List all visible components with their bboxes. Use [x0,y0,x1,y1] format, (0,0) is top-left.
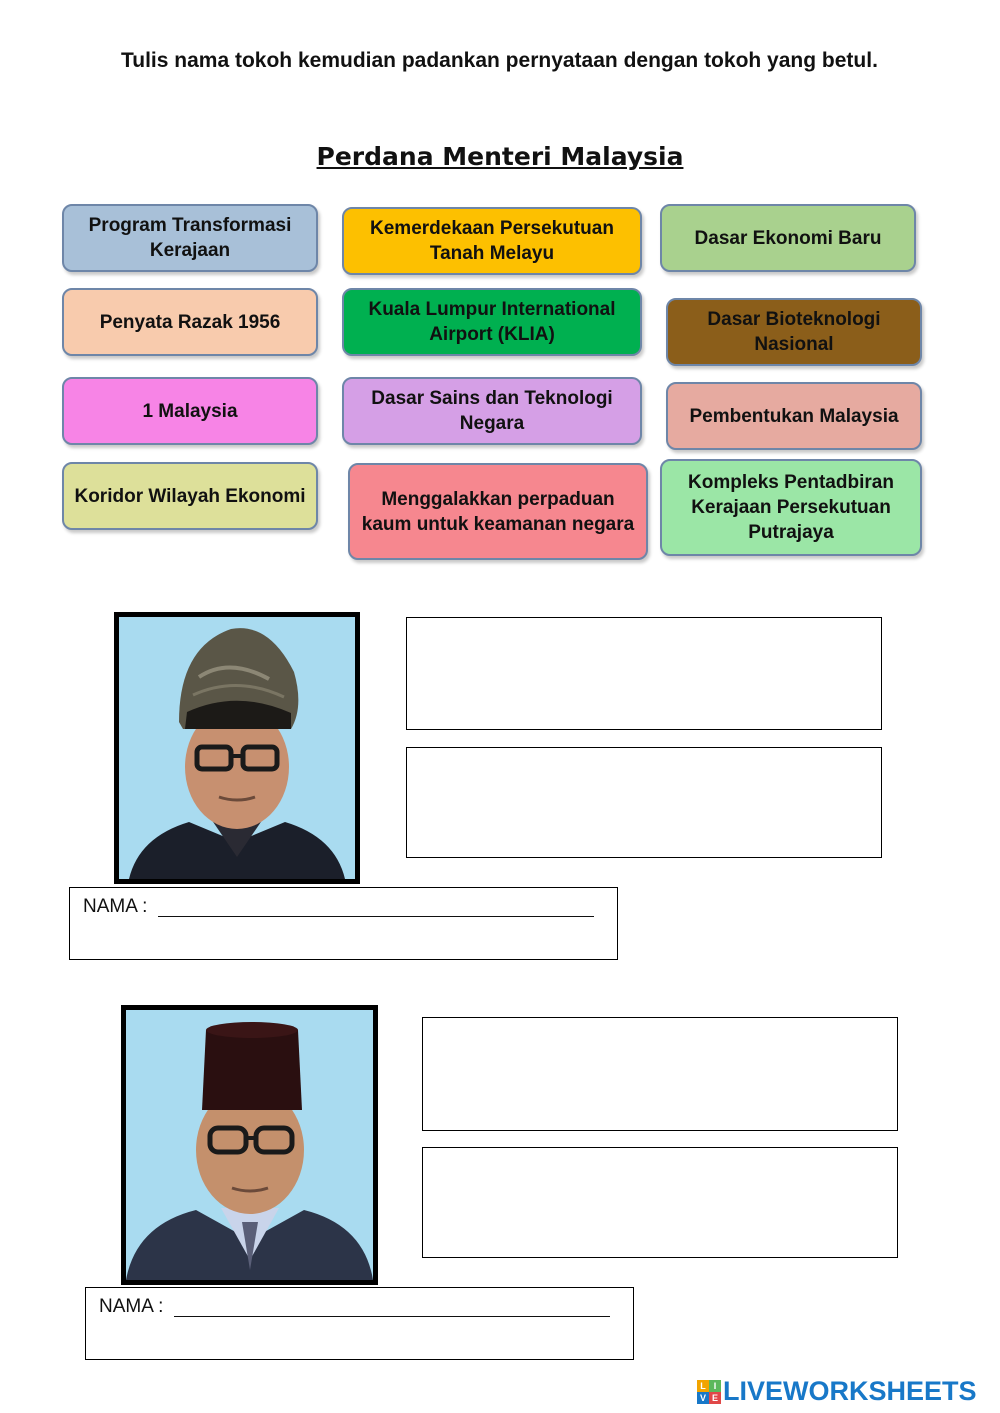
answer-box-2b[interactable] [422,1147,898,1258]
answer-box-1b[interactable] [406,747,882,858]
card-pembentukan-malaysia[interactable]: Pembentukan Malaysia [666,382,922,450]
card-dasar-ekonomi-baru[interactable]: Dasar Ekonomi Baru [660,204,916,272]
page-title: Perdana Menteri Malaysia [316,142,684,171]
answer-box-2a[interactable] [422,1017,898,1131]
name-field-2[interactable] [85,1287,634,1360]
card-program-transformasi[interactable]: Program Transformasi Kerajaan [62,204,318,272]
card-kemerdekaan[interactable]: Kemerdekaan Persekutuan Tanah Melayu [342,207,642,275]
name-underline-1 [158,916,594,917]
portrait-photo-2 [121,1005,378,1285]
portrait-figure-1 [119,617,355,879]
liveworksheets-logo [697,1376,977,1407]
name-field-1[interactable] [69,887,618,960]
card-1-malaysia[interactable]: 1 Malaysia [62,377,318,445]
card-perpaduan-kaum[interactable]: Menggalakkan perpaduan kaum untuk keamanan negara [348,463,648,560]
card-penyata-razak[interactable]: Penyata Razak 1956 [62,288,318,356]
answer-box-1a[interactable] [406,617,882,730]
name-label-1: NAMA : [83,896,148,917]
card-koridor-wilayah[interactable]: Koridor Wilayah Ekonomi [62,462,318,530]
instruction-text: Tulis nama tokoh kemudian padankan pernyataan dengan tokoh yang betul. [121,49,878,72]
liveworksheets-logo-icon: L I V E [697,1380,721,1404]
card-dasar-bioteknologi[interactable]: Dasar Bioteknologi Nasional [666,298,922,366]
portrait-photo-1 [114,612,360,884]
card-dasar-sains[interactable]: Dasar Sains dan Teknologi Negara [342,377,642,445]
card-klia[interactable]: Kuala Lumpur International Airport (KLIA) [342,288,642,356]
portrait-figure-2 [126,1010,373,1280]
name-underline-2 [174,1316,610,1317]
name-label-2: NAMA : [99,1296,164,1317]
liveworksheets-logo-text: LIVEWORKSHEETS [723,1376,977,1406]
card-kompleks-putrajaya[interactable]: Kompleks Pentadbiran Kerajaan Persekutuan Putrajaya [660,459,922,556]
